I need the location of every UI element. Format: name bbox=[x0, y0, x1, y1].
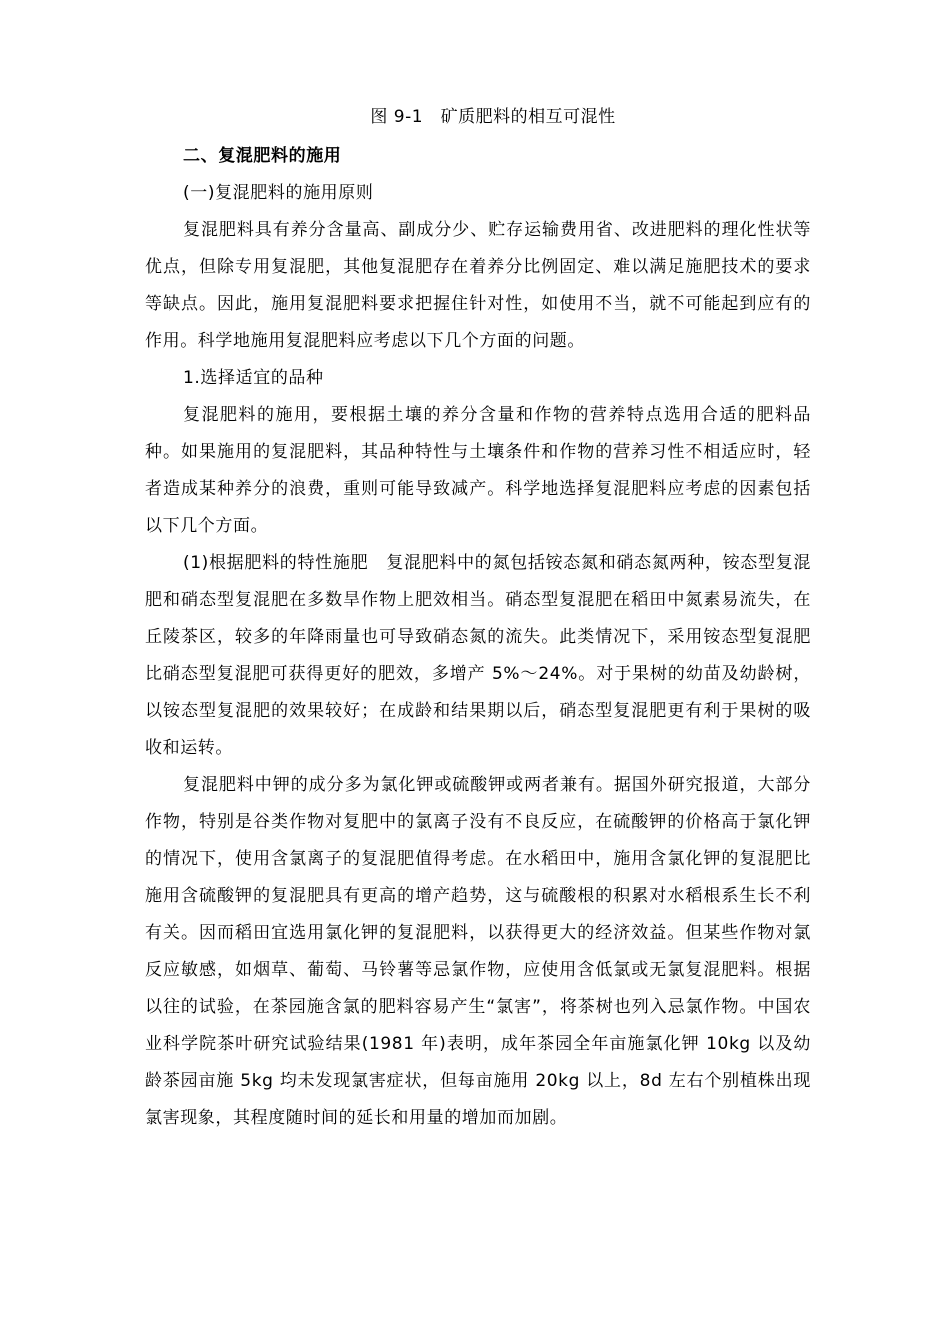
item-heading: 1.选择适宜的品种 bbox=[183, 368, 324, 388]
paragraph: 复混肥料具有养分含量高、副成分少、贮存运输费用省、改进肥料的理化性状等优点，但除专用复混肥，其他复混肥存在着养分比例固定、难以满足施肥技术的要求等缺点。因此，施用复混肥料要求把握住针对性，如使用不当，就不可能起到应有的作用。科学地施用复混肥料应考虑以下几个方面的问题。 bbox=[145, 220, 811, 351]
paragraph: 复混肥料的施用，要根据土壤的养分含量和作物的营养特点选用合适的肥料品种。如果施用的复混肥料，其品种特性与土壤条件和作物的营养习性不相适应时，轻者造成某种养分的浪费，重则可能导致减产。科学地选择复混肥料应考虑的因素包括以下几个方面。 bbox=[145, 405, 811, 536]
document-body bbox=[145, 138, 811, 1137]
section-heading: 二、复混肥料的施用 bbox=[183, 146, 342, 166]
point-paragraph bbox=[145, 545, 811, 767]
point-text: 复混肥料中的氮包括铵态氮和硝态氮两种，铵态型复混肥和硝态型复混肥在多数旱作物上肥效相当。硝态型复混肥在稻田中氮素易流失，在丘陵茶区，较多的年降雨量也可导致硝态氮的流失。此类情况下，采用铵态型复混肥比硝态型复混肥可获得更好的肥效，多增产 5%～24%。对于果树的幼苗及幼龄树，以铵态型复混肥的效果较好；在成龄和结果期以后，硝态型复混肥更有利于果树的吸收和运转。 bbox=[145, 553, 812, 758]
point-lead: (1)根据肥料的特性施肥 bbox=[183, 553, 369, 573]
paragraph: 复混肥料中钾的成分多为氯化钾或硫酸钾或两者兼有。据国外研究报道，大部分作物，特别是谷类作物对复肥中的氯离子没有不良反应，在硫酸钾的价格高于氯化钾的情况下，使用含氯离子的复混肥值得考虑。在水稻田中，施用含氯化钾的复混肥比施用含硫酸钾的复混肥具有更高的增产趋势，这与硫酸根的积累对水稻根系生长不利有关。因而稻田宜选用氯化钾的复混肥料，以获得更大的经济效益。但某些作物对氯反应敏感，如烟草、葡萄、马铃薯等忌氯作物，应使用含低氯或无氯复混肥料。根据以往的试验，在茶园施含氯的肥料容易产生“氯害”，将茶树也列入忌氯作物。中国农业科学院茶叶研究试验结果(1981 年)表明，成年茶园全年亩施氯化钾 10kg 以及幼龄茶园亩施 5kg 均未发现氯害症状，但每亩施用 20kg 以上，8d 左右个别植株出现氯害现象，其程度随时间的延长和用量的增加而加剧。 bbox=[145, 775, 811, 1128]
figure-caption: 图 9-1 矿质肥料的相互可混性 bbox=[370, 107, 616, 127]
subsection-heading: (一)复混肥料的施用原则 bbox=[183, 183, 374, 203]
